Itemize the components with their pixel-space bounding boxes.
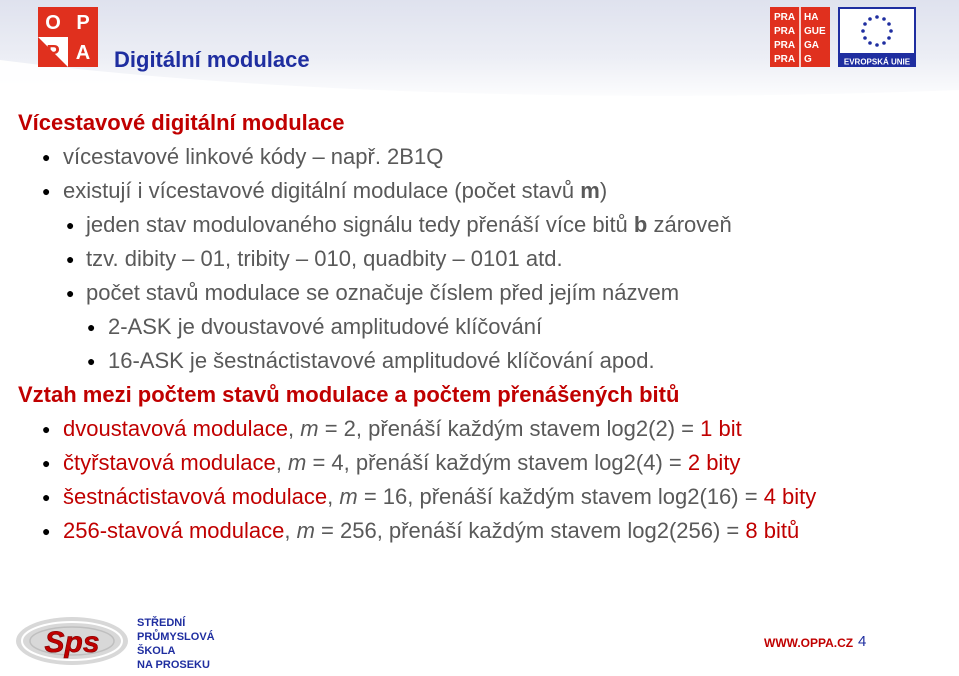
praha-logo <box>770 7 830 67</box>
school-line: STŘEDNÍ <box>137 617 186 629</box>
list-item <box>18 480 943 514</box>
list-item-text: počet stavů modulace se označuje číslem před jejím názvem <box>86 280 680 305</box>
school-line: NA PROSEKU <box>137 659 210 671</box>
praha-r4-a: PRA <box>774 54 796 65</box>
list-item-text-end: zároveň <box>647 212 732 237</box>
praha-r1-a: PRA <box>774 12 796 23</box>
list-item-text: 2-ASK je dvoustavové amplitudové klíčování <box>108 314 543 339</box>
modulation-name: dvoustavová modulace <box>63 416 289 441</box>
school-line: ŠKOLA <box>137 645 176 657</box>
bit-result: 4 bity <box>763 484 817 509</box>
formula-text: = 16, přenáší každým stavem log2(16) = <box>357 484 764 509</box>
modulation-name: čtyřstavová modulace <box>63 450 276 475</box>
praha-r3-b: GA <box>804 40 819 51</box>
list-item <box>18 412 948 446</box>
variable-m: m <box>580 178 600 203</box>
praha-r3-a: PRA <box>774 40 796 51</box>
variable-m: m <box>300 416 319 441</box>
list-item <box>18 242 948 276</box>
bullet-icon: ● <box>42 523 51 539</box>
eu-label: EVROPSKÁ UNIE <box>843 57 911 67</box>
footer-url-link[interactable]: WWW.OPPA.CZ <box>764 636 854 650</box>
bullet-icon: ● <box>66 251 75 267</box>
separator: , <box>275 450 288 475</box>
oppa-logo <box>38 7 98 67</box>
praha-r1-b: HA <box>804 12 819 23</box>
list-item-text: jeden stav modulovaného signálu tedy přenáší více bitů <box>86 212 634 237</box>
list-item-text: tzv. dibity – 01, tribity – 010, quadbity – 0101 atd. <box>86 246 563 271</box>
list-item <box>18 446 948 480</box>
variable-m: m <box>339 484 358 509</box>
list-item <box>18 276 948 310</box>
bullet-icon: ● <box>42 489 51 505</box>
formula-text: = 4, přenáší každým stavem log2(4) = <box>306 450 688 475</box>
bullet-icon: ● <box>42 421 51 437</box>
bit-result: 2 bity <box>687 450 741 475</box>
list-item <box>18 208 948 242</box>
oppa-letter-o: O <box>45 12 61 34</box>
school-name <box>137 616 215 672</box>
bit-result: 8 bitů <box>745 518 800 543</box>
modulation-name: 256-stavová modulace <box>63 518 285 543</box>
school-line: PRŮMYSLOVÁ <box>137 631 215 643</box>
list-item-text: existují i vícestavové digitální modulace (počet stavů <box>63 178 581 203</box>
slide-content <box>18 106 948 548</box>
oppa-letter-p1: P <box>76 12 90 34</box>
bullet-icon: ● <box>87 353 96 369</box>
separator: , <box>284 518 297 543</box>
oppa-letter-a: A <box>75 42 91 64</box>
bullet-icon: ● <box>87 319 96 335</box>
praha-r4-b: G <box>804 54 812 65</box>
separator: , <box>288 416 301 441</box>
modulation-name: šestnáctistavová modulace <box>63 484 328 509</box>
sps-logo <box>12 612 132 670</box>
praha-r2-b: GUE <box>804 26 826 37</box>
bullet-icon: ● <box>66 285 75 301</box>
slide-title: Digitální modulace <box>114 47 310 72</box>
list-item <box>18 344 948 378</box>
oppa-letter-p2: P <box>46 42 60 64</box>
separator: , <box>327 484 340 509</box>
section1-heading: Vícestavové digitální modulace <box>18 110 345 135</box>
list-item-text: vícestavové linkové kódy – např. 2B1Q <box>63 144 444 169</box>
praha-r2-a: PRA <box>774 26 796 37</box>
section2-heading: Vztah mezi počtem stavů modulace a počtem přenášených bitů <box>18 382 680 407</box>
list-item <box>18 310 948 344</box>
variable-m: m <box>296 518 315 543</box>
list-item-text: 16-ASK je šestnáctistavové amplitudové klíčování apod. <box>108 348 655 373</box>
variable-m: m <box>288 450 307 475</box>
formula-text: = 256, přenáší každým stavem log2(256) = <box>314 518 746 543</box>
bullet-icon: ● <box>42 183 51 199</box>
list-item <box>18 174 948 208</box>
list-item <box>18 140 948 174</box>
page-number: 4 <box>858 633 867 650</box>
variable-b: b <box>633 212 648 237</box>
bullet-icon: ● <box>66 217 75 233</box>
sps-logo-text: Sps <box>44 626 100 659</box>
eu-logo <box>838 7 916 67</box>
bullet-icon: ● <box>42 455 51 471</box>
bullet-icon: ● <box>42 149 51 165</box>
list-item-text-end: ) <box>599 178 608 203</box>
list-item <box>18 514 943 548</box>
bit-result: 1 bit <box>700 416 742 441</box>
formula-text: = 2, přenáší každým stavem log2(2) = <box>318 416 701 441</box>
